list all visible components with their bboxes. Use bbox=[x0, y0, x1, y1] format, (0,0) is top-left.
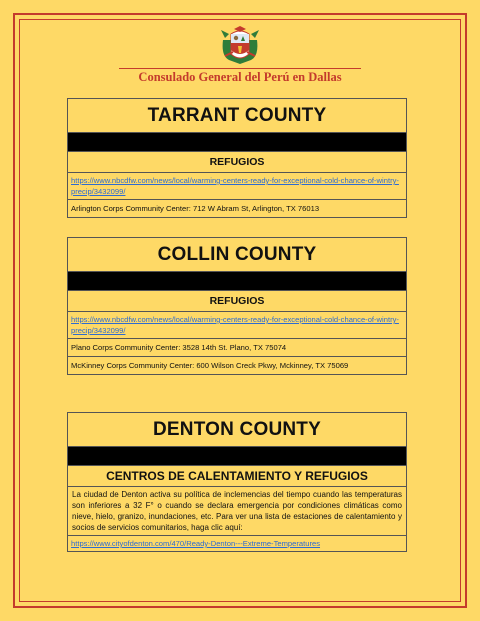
shelter-row: Plano Corps Community Center: 3528 14th St. Plano, TX 75074 bbox=[68, 339, 406, 357]
shelter-row: Arlington Corps Community Center: 712 W Abram St, Arlington, TX 76013 bbox=[71, 204, 320, 213]
section-subtitle: REFUGIOS bbox=[68, 290, 406, 312]
tarrant-county-table bbox=[67, 98, 407, 218]
black-band bbox=[68, 447, 406, 465]
header-rule bbox=[119, 68, 361, 69]
section-subtitle: REFUGIOS bbox=[68, 151, 406, 173]
shelter-row: McKinney Corps Community Center: 600 Wilson Creck Pkwy, Mckinney, TX 75069 bbox=[71, 361, 349, 370]
black-band bbox=[68, 272, 406, 290]
denton-description: La ciudad de Denton activa su política de inclemencias del tiempo cuando las temperaturas son inferiores a 32 F° o cuando se declara emergencia por condiciones climáticas como nieve, hielo, granizo, inundaciones, etc. Para ver una lista de estaciones de calentamiento y socios de servicios comunitarios, haga clic aquí: bbox=[68, 487, 406, 536]
refugios-link[interactable]: https://www.nbcdfw.com/news/local/warming-centers-ready-for-exceptional-cold-chance-of-wintry-precip/3432099/ bbox=[68, 312, 406, 339]
collin-county-table bbox=[67, 237, 407, 375]
consulate-name: Consulado General del Perú en Dallas bbox=[138, 70, 342, 84]
denton-link[interactable]: https://www.cityofdenton.com/470/Ready-Denton---Extreme-Temperatures bbox=[71, 539, 321, 548]
black-band bbox=[68, 133, 406, 151]
section-title: COLLIN COUNTY bbox=[68, 238, 406, 272]
peru-coat-of-arms-icon bbox=[219, 26, 261, 66]
section-title: TARRANT COUNTY bbox=[68, 99, 406, 133]
section-title: DENTON COUNTY bbox=[68, 413, 406, 447]
denton-county-table bbox=[67, 412, 407, 552]
refugios-link[interactable]: https://www.nbcdfw.com/news/local/warming-centers-ready-for-exceptional-cold-chance-of-wintry-precip/3432099/ bbox=[68, 173, 406, 200]
section-subtitle: CENTROS DE CALENTAMIENTO Y REFUGIOS bbox=[68, 465, 406, 487]
